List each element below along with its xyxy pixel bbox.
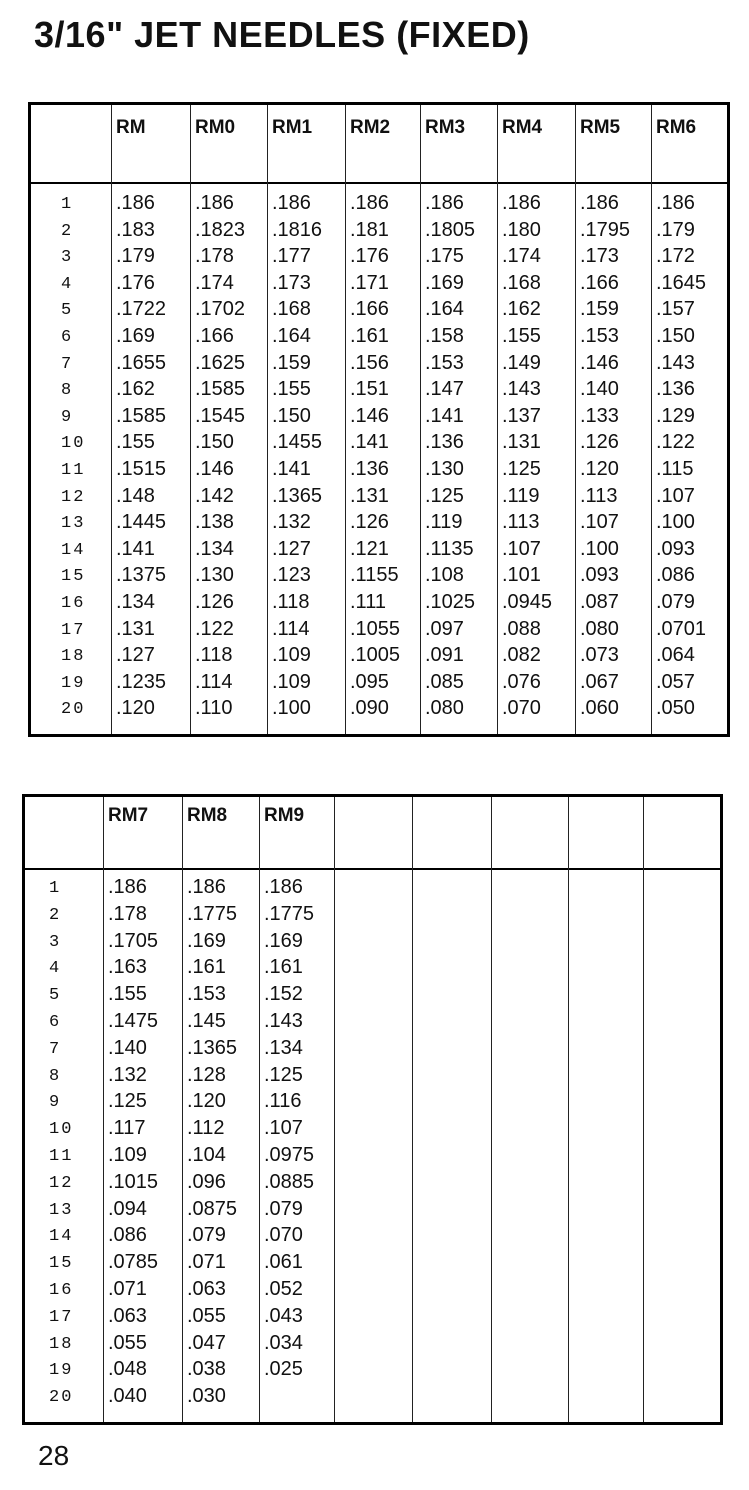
- column-divider: [568, 797, 569, 1422]
- table-cell: .080: [425, 697, 464, 720]
- table-cell: .114: [272, 617, 310, 640]
- table-cell: .030: [187, 1385, 226, 1408]
- row-number: 15: [49, 1254, 74, 1274]
- table-cell: .1823: [195, 218, 246, 241]
- table-cell: .096: [187, 1170, 226, 1193]
- table-cell: .146: [580, 351, 619, 374]
- jet-needle-table-1: [28, 102, 730, 737]
- table-cell: .061: [264, 1251, 303, 1274]
- table-cell: .1816: [272, 218, 323, 241]
- table-cell: .1775: [187, 902, 238, 925]
- column-divider: [259, 797, 260, 1422]
- column-header: RM9: [264, 805, 305, 826]
- table-cell: .025: [264, 1358, 303, 1381]
- table-cell: .109: [272, 644, 311, 667]
- table-cell: .186: [350, 192, 389, 214]
- table-cell: .120: [187, 1090, 226, 1113]
- column-header: RM0: [195, 117, 236, 138]
- table-cell: .186: [272, 192, 311, 214]
- table-cell: .100: [272, 697, 311, 720]
- column-divider: [111, 105, 112, 734]
- table-cell: .1005: [350, 644, 401, 667]
- table-cell: .186: [187, 876, 226, 898]
- table-cell: .1702: [195, 298, 246, 321]
- table-cell: .1645: [656, 271, 707, 294]
- row-number: 4: [61, 274, 74, 294]
- table-cell: .125: [264, 1063, 303, 1086]
- table-cell: .146: [195, 458, 234, 480]
- table-cell: .179: [116, 245, 155, 268]
- table-cell: .153: [425, 351, 464, 374]
- table-cell: .176: [350, 245, 389, 268]
- table-cell: .050: [656, 697, 695, 720]
- table-cell: .134: [116, 591, 155, 613]
- column-divider: [651, 105, 652, 734]
- row-number: 7: [61, 354, 74, 374]
- table-cell: .142: [195, 484, 234, 507]
- table-cell: .117: [108, 1117, 146, 1140]
- table-cell: .090: [350, 697, 389, 720]
- table-cell: .0785: [108, 1251, 159, 1274]
- row-number: 17: [61, 620, 86, 640]
- row-number: 10: [61, 434, 86, 454]
- table-cell: .178: [195, 245, 234, 268]
- table-cell: .159: [580, 298, 619, 321]
- row-number: 9: [49, 1093, 62, 1113]
- table-cell: .034: [264, 1331, 303, 1354]
- table-cell: .109: [272, 670, 311, 693]
- table-cell: .119: [425, 511, 463, 534]
- table-cell: .175: [425, 245, 464, 268]
- table-cell: .143: [264, 1010, 303, 1032]
- column-divider: [491, 797, 492, 1422]
- table-cell: .0701: [656, 617, 707, 640]
- table-cell: .150: [656, 325, 695, 347]
- row-number: 1: [49, 879, 62, 898]
- row-number: 4: [49, 959, 62, 979]
- table-cell: .1805: [425, 218, 476, 241]
- table-cell: .082: [502, 644, 541, 667]
- table-cell: .109: [108, 1144, 147, 1166]
- table-cell: .140: [108, 1036, 147, 1059]
- table-cell: .166: [350, 298, 389, 321]
- table-cell: .151: [350, 378, 389, 401]
- header-divider: [31, 182, 727, 184]
- row-number: 19: [49, 1361, 74, 1381]
- row-number: 10: [49, 1120, 74, 1140]
- table-cell: .125: [108, 1090, 147, 1113]
- column-header: RM5: [580, 117, 621, 138]
- row-number: 6: [61, 328, 74, 347]
- page-title: 3/16" JET NEEDLES (FIXED): [34, 14, 530, 55]
- table-cell: .186: [656, 192, 695, 214]
- table-cell: .150: [272, 404, 311, 427]
- row-number: 5: [61, 301, 74, 321]
- table-cell: .1455: [272, 431, 323, 454]
- table-cell: .127: [272, 537, 311, 560]
- table-cell: .055: [187, 1304, 226, 1327]
- table-cell: .186: [195, 192, 234, 214]
- table-cell: .120: [116, 697, 155, 720]
- table-cell: .087: [580, 591, 619, 613]
- table-cell: .123: [272, 564, 311, 587]
- column-divider: [182, 797, 183, 1422]
- table-cell: .173: [580, 245, 619, 268]
- table-cell: .1025: [425, 591, 476, 613]
- table-cell: .161: [264, 956, 303, 979]
- table-cell: .150: [195, 431, 234, 454]
- table-cell: .162: [116, 378, 155, 401]
- table-cell: .088: [502, 617, 541, 640]
- table-cell: .086: [108, 1224, 147, 1247]
- table-cell: .153: [580, 325, 619, 347]
- column-header: RM: [116, 117, 146, 138]
- table-cell: .071: [108, 1278, 147, 1300]
- table-cell: .079: [187, 1224, 226, 1247]
- table-cell: .0885: [264, 1170, 315, 1193]
- row-number: 15: [61, 567, 86, 587]
- table-cell: .138: [195, 511, 234, 534]
- table-cell: .143: [502, 378, 541, 401]
- table-cell: .1055: [350, 617, 401, 640]
- table-cell: .173: [272, 271, 311, 294]
- table-cell: .0945: [502, 591, 553, 613]
- column-divider: [497, 105, 498, 734]
- table-cell: .113: [580, 484, 618, 507]
- table-cell: .176: [116, 271, 155, 294]
- table-cell: .064: [656, 644, 695, 667]
- table-cell: .057: [656, 670, 695, 693]
- row-number: 11: [49, 1147, 74, 1166]
- table-cell: .180: [502, 218, 541, 241]
- table-cell: .100: [580, 537, 619, 560]
- table-cell: .085: [425, 670, 464, 693]
- row-number: 14: [61, 540, 86, 560]
- table-cell: .091: [425, 644, 464, 667]
- table-cell: .067: [580, 670, 619, 693]
- row-number: 12: [49, 1173, 74, 1193]
- table-cell: .136: [656, 378, 695, 401]
- table-cell: .086: [656, 564, 695, 587]
- table-cell: .093: [656, 537, 695, 560]
- table-cell: .111: [350, 591, 386, 613]
- column-divider: [643, 797, 644, 1422]
- column-header: RM2: [350, 117, 391, 138]
- table-cell: .119: [502, 484, 540, 507]
- column-divider: [420, 105, 421, 734]
- table-cell: .177: [272, 245, 311, 268]
- row-number: 8: [49, 1066, 62, 1086]
- table-cell: .122: [656, 431, 695, 454]
- table-cell: .043: [264, 1304, 303, 1327]
- table-cell: .1585: [116, 404, 167, 427]
- table-cell: .070: [264, 1224, 303, 1247]
- row-number: 13: [49, 1200, 74, 1220]
- row-number: 9: [61, 407, 74, 427]
- table-cell: .100: [656, 511, 695, 534]
- table-cell: .1775: [264, 902, 315, 925]
- table-cell: .155: [502, 325, 541, 347]
- table-cell: .101: [502, 564, 541, 587]
- column-divider: [412, 797, 413, 1422]
- table-cell: .129: [656, 404, 695, 427]
- table-cell: .108: [425, 564, 464, 587]
- table-cell: .174: [502, 245, 541, 268]
- row-number: 18: [61, 647, 86, 667]
- table-cell: .171: [350, 271, 389, 294]
- table-cell: .136: [350, 458, 389, 480]
- table-cell: .128: [187, 1063, 226, 1086]
- table-cell: .093: [580, 564, 619, 587]
- table-cell: .158: [425, 325, 464, 347]
- table-cell: .055: [108, 1331, 147, 1354]
- table-cell: .161: [187, 956, 226, 979]
- table-cell: .047: [187, 1331, 226, 1354]
- table-cell: .186: [116, 192, 155, 214]
- table-cell: .076: [502, 670, 541, 693]
- row-number: 12: [61, 487, 86, 507]
- page-number: 28: [38, 1440, 70, 1471]
- table-cell: .136: [425, 431, 464, 454]
- table-cell: .156: [350, 351, 389, 374]
- table-cell: .178: [108, 902, 147, 925]
- table-cell: .145: [187, 1010, 226, 1032]
- table-cell: .162: [502, 298, 541, 321]
- table-cell: .126: [580, 431, 619, 454]
- table-cell: .107: [656, 484, 695, 507]
- column-header: RM7: [108, 805, 149, 826]
- table-cell: .116: [264, 1090, 302, 1113]
- table-cell: .141: [272, 458, 311, 480]
- table-cell: .186: [425, 192, 464, 214]
- table-cell: .1475: [108, 1010, 159, 1032]
- table-cell: .141: [350, 431, 389, 454]
- table-cell: .131: [116, 617, 155, 640]
- table-cell: .1585: [195, 378, 246, 401]
- column-divider: [103, 797, 104, 1422]
- table-cell: .114: [195, 670, 233, 693]
- column-divider: [575, 105, 576, 734]
- table-cell: .052: [264, 1278, 303, 1300]
- table-cell: .070: [502, 697, 541, 720]
- table-cell: .155: [116, 431, 155, 454]
- table-cell: .131: [502, 431, 541, 454]
- table-cell: .073: [580, 644, 619, 667]
- table-cell: .149: [502, 351, 541, 374]
- table-cell: .163: [108, 956, 147, 979]
- table-cell: .147: [425, 378, 464, 401]
- table-cell: .1015: [108, 1170, 159, 1193]
- row-number: 8: [61, 381, 74, 401]
- table-cell: .0975: [264, 1144, 315, 1166]
- table-cell: .125: [502, 458, 541, 480]
- row-number: 7: [49, 1039, 62, 1059]
- table-cell: .118: [272, 591, 310, 613]
- table-cell: .107: [264, 1117, 303, 1140]
- table-cell: .169: [425, 271, 464, 294]
- table-cell: .1515: [116, 458, 167, 480]
- table-cell: .133: [580, 404, 619, 427]
- table-cell: .1365: [187, 1036, 238, 1059]
- table-cell: .131: [350, 484, 389, 507]
- column-header: RM6: [656, 117, 697, 138]
- jet-needle-table-2: [22, 794, 723, 1425]
- row-number: 18: [49, 1334, 74, 1354]
- table-cell: .0875: [187, 1197, 238, 1220]
- table-cell: .120: [580, 458, 619, 480]
- table-cell: .168: [272, 298, 311, 321]
- table-cell: .130: [195, 564, 234, 587]
- table-cell: .186: [108, 876, 147, 898]
- row-number: 20: [49, 1388, 74, 1408]
- row-number: 19: [61, 673, 86, 693]
- column-divider: [345, 105, 346, 734]
- table-cell: .155: [108, 983, 147, 1006]
- table-cell: .186: [580, 192, 619, 214]
- table-cell: .048: [108, 1358, 147, 1381]
- table-cell: .168: [502, 271, 541, 294]
- table-cell: .126: [350, 511, 389, 534]
- table-cell: .1155: [350, 564, 399, 587]
- table-cell: .181: [350, 218, 389, 241]
- table-cell: .121: [350, 537, 389, 560]
- column-header: RM8: [187, 805, 228, 826]
- table-cell: .153: [187, 983, 226, 1006]
- table-cell: .040: [108, 1385, 147, 1408]
- table-cell: .164: [425, 298, 464, 321]
- column-divider: [334, 797, 335, 1422]
- table-cell: .148: [116, 484, 155, 507]
- table-cell: .1365: [272, 484, 323, 507]
- table-cell: .060: [580, 697, 619, 720]
- row-number: 3: [49, 932, 62, 952]
- column-header: RM1: [272, 117, 313, 138]
- table-cell: .169: [264, 929, 303, 952]
- column-divider: [267, 105, 268, 734]
- table-cell: .1135: [425, 537, 474, 560]
- table-cell: .126: [195, 591, 234, 613]
- table-cell: .186: [502, 192, 541, 214]
- table-cell: .1235: [116, 670, 167, 693]
- table-cell: .130: [425, 458, 464, 480]
- table-cell: .127: [116, 644, 155, 667]
- table-cell: .1705: [108, 929, 159, 952]
- table-cell: .140: [580, 378, 619, 401]
- table-cell: .063: [187, 1278, 226, 1300]
- table-cell: .1655: [116, 351, 167, 374]
- table-cell: .080: [580, 617, 619, 640]
- table-cell: .112: [187, 1117, 225, 1140]
- table-cell: .146: [350, 404, 389, 427]
- table-cell: .143: [656, 351, 695, 374]
- table-cell: .1545: [195, 404, 246, 427]
- table-cell: .152: [264, 983, 303, 1006]
- row-number: 13: [61, 514, 86, 534]
- row-number: 16: [49, 1281, 74, 1300]
- table-cell: .179: [656, 218, 695, 241]
- table-cell: .161: [350, 325, 389, 347]
- row-number: 16: [61, 594, 86, 613]
- row-number: 6: [49, 1013, 62, 1032]
- table-cell: .132: [108, 1063, 147, 1086]
- table-cell: .107: [580, 511, 619, 534]
- table-cell: .079: [656, 591, 695, 613]
- table-cell: .071: [187, 1251, 226, 1274]
- table-cell: .038: [187, 1358, 226, 1381]
- table-cell: .134: [195, 537, 234, 560]
- table-cell: .164: [272, 325, 311, 347]
- table-cell: .079: [264, 1197, 303, 1220]
- header-divider: [25, 868, 720, 870]
- table-cell: .141: [116, 537, 155, 560]
- table-cell: .174: [195, 271, 234, 294]
- table-cell: .166: [195, 325, 234, 347]
- table-cell: .113: [502, 511, 540, 534]
- table-cell: .169: [187, 929, 226, 952]
- row-number: 3: [61, 248, 74, 268]
- table-cell: .159: [272, 351, 311, 374]
- row-number: 2: [49, 905, 62, 925]
- table-cell: .115: [656, 458, 694, 480]
- table-cell: .183: [116, 218, 155, 241]
- table-cell: .1722: [116, 298, 167, 321]
- table-cell: .097: [425, 617, 464, 640]
- column-header: RM3: [425, 117, 466, 138]
- table-cell: .132: [272, 511, 311, 534]
- row-number: 1: [61, 195, 74, 214]
- table-cell: .172: [656, 245, 695, 268]
- table-cell: .169: [116, 325, 155, 347]
- row-number: 2: [61, 221, 74, 241]
- table-cell: .137: [502, 404, 541, 427]
- table-cell: .094: [108, 1197, 147, 1220]
- table-cell: .110: [195, 697, 233, 720]
- row-number: 5: [49, 986, 62, 1006]
- row-number: 20: [61, 700, 86, 720]
- table-cell: .1375: [116, 564, 167, 587]
- table-cell: .155: [272, 378, 311, 401]
- table-cell: .118: [195, 644, 233, 667]
- table-cell: .1795: [580, 218, 631, 241]
- column-divider: [190, 105, 191, 734]
- table-cell: .104: [187, 1144, 226, 1166]
- table-cell: .166: [580, 271, 619, 294]
- table-cell: .157: [656, 298, 695, 321]
- column-header: RM4: [502, 117, 543, 138]
- row-number: 11: [61, 461, 86, 480]
- table-cell: .107: [502, 537, 541, 560]
- table-cell: .134: [264, 1036, 303, 1059]
- table-cell: .095: [350, 670, 389, 693]
- table-cell: .122: [195, 617, 234, 640]
- table-cell: .063: [108, 1304, 147, 1327]
- table-cell: .125: [425, 484, 464, 507]
- row-number: 14: [49, 1227, 74, 1247]
- table-cell: .186: [264, 876, 303, 898]
- table-cell: .141: [425, 404, 464, 427]
- table-cell: .1625: [195, 351, 246, 374]
- row-number: 17: [49, 1307, 74, 1327]
- table-cell: .1445: [116, 511, 167, 534]
